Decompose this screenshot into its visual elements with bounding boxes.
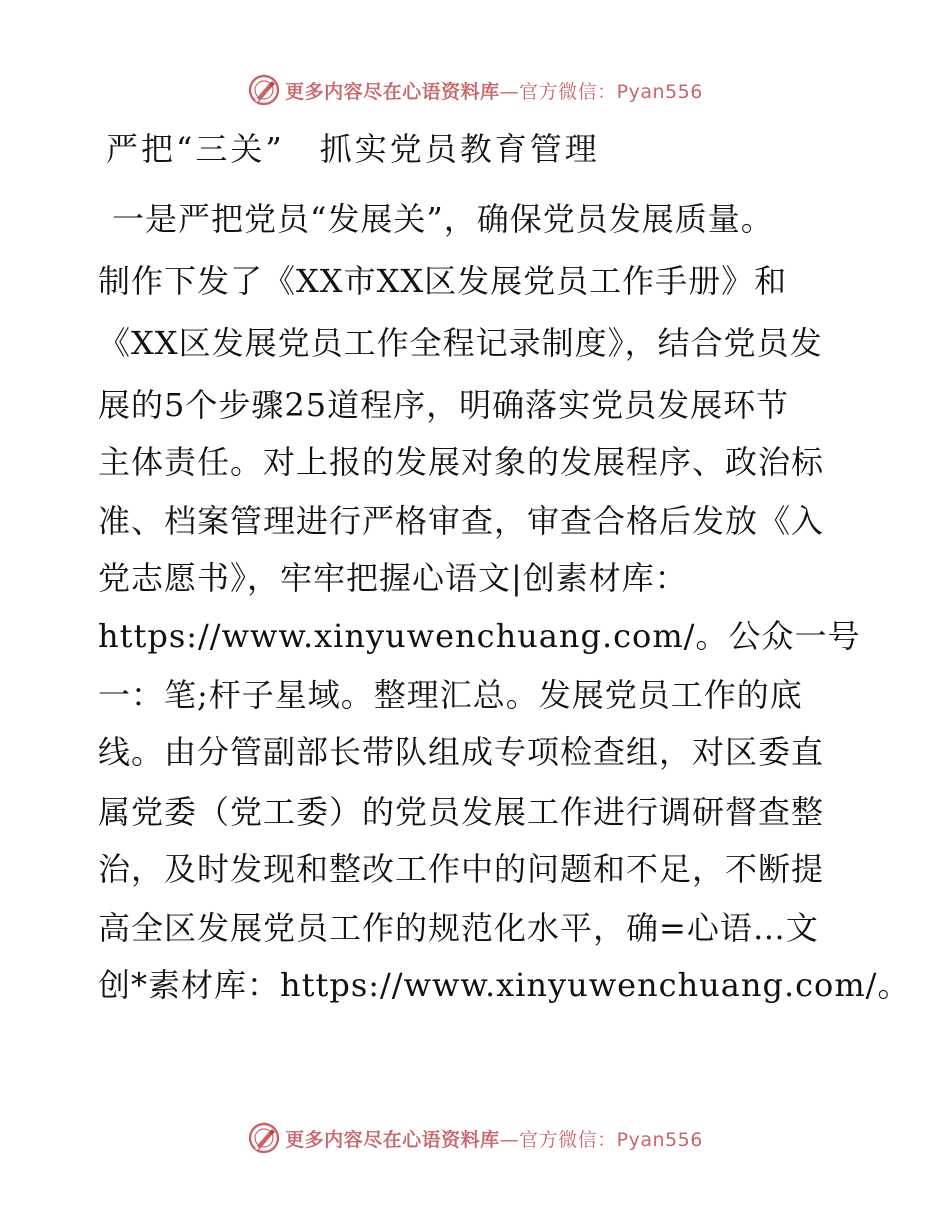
body-line: https://www.xinyuwenchuang.com/。公众一号 [98,617,861,655]
pen-logo-icon [247,73,281,107]
body-line: 准、档案管理进行严格审查，审查合格后发放《入 [98,502,825,540]
body-line: 治，及时发现和整改工作中的问题和不足，不断提 [98,850,825,888]
page-title: 严把“三关” 抓实党员教育管理 [106,130,600,168]
body-line: 高全区发展党员工作的规范化水平，确=心语…文 [98,909,819,947]
body-line: 党志愿书》，牢牢把握心语文|创素材库： [98,559,688,597]
body-line: 一是严把党员“发展关”，确保党员发展质量。 [112,200,774,238]
footer-watermark-contact: 官方微信：Pyan556 [519,1128,703,1151]
body-line: 主体责任。对上报的发展对象的发展程序、政治标 [98,443,825,481]
footer-watermark [0,1118,950,1158]
footer-watermark-dash: — [499,1128,520,1151]
header-watermark-contact: 官方微信：Pyan556 [519,80,703,103]
pen-logo-icon [247,1121,281,1155]
header-watermark-dash: — [499,80,520,103]
body-line: 属党委（党工委）的党员发展工作进行调研督查整 [98,793,825,831]
body-line: 展的5个步骤25道程序，明确落实党员发展环节 [98,386,790,424]
header-watermark-site: 更多内容尽在心语资料库 [285,80,500,103]
body-line: 一：笔;杆子星域。整理汇总。发展党员工作的底 [98,676,803,714]
header-watermark-text [285,77,703,104]
footer-watermark-site: 更多内容尽在心语资料库 [285,1128,500,1151]
header-watermark [0,70,950,110]
footer-watermark-text [285,1125,703,1152]
body-line: 《XX区发展党员工作全程记录制度》，结合党员发 [98,324,823,362]
body-line: 创*素材库：https://www.xinyuwenchuang.com/。 [98,966,911,1004]
body-line: 制作下发了《XX市XX区发展党员工作手册》和 [98,262,788,300]
body-line: 线。由分管副部长带队组成专项检查组，对区委直 [98,733,825,771]
